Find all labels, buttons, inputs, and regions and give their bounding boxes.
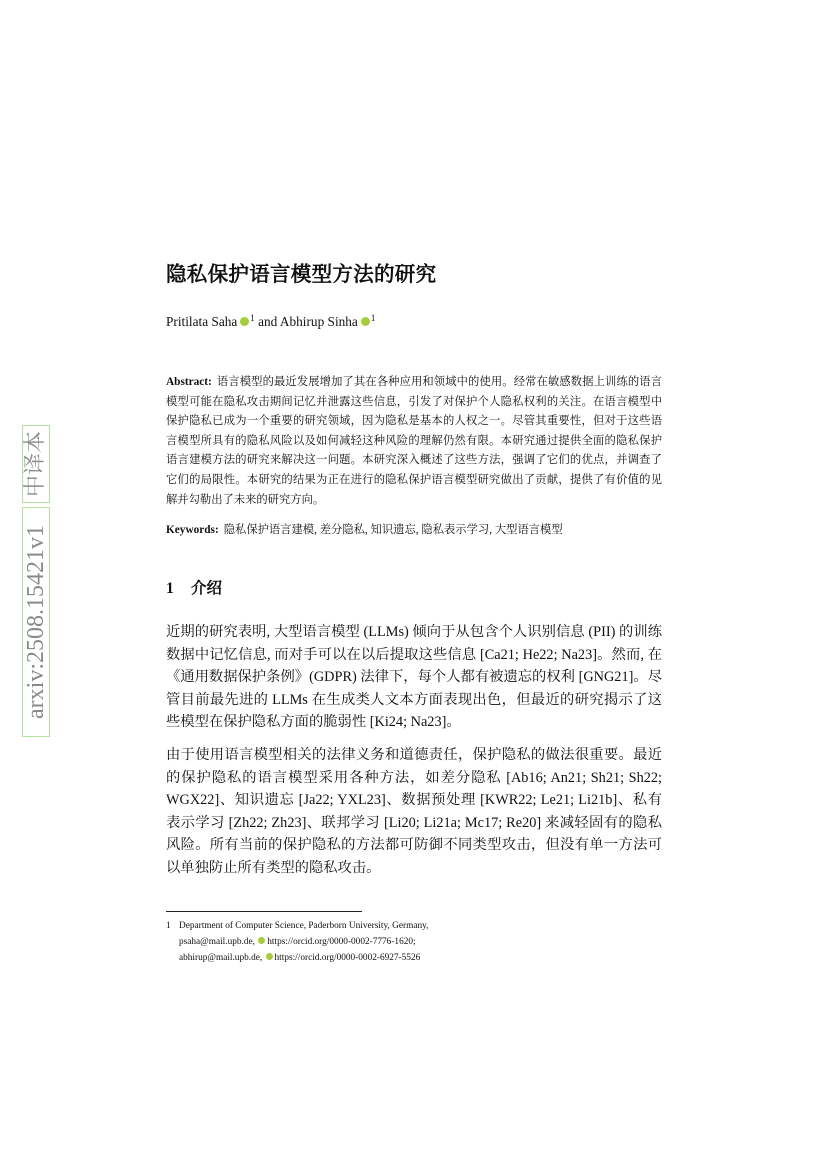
- orcid-icon: [266, 953, 273, 960]
- section-heading: [166, 578, 222, 600]
- orcid-icon: [258, 937, 265, 944]
- keywords-label: Keywords:: [166, 524, 219, 536]
- author-name: Pritilata Saha: [166, 314, 238, 329]
- affiliation-mark: 1: [370, 313, 376, 323]
- author-email[interactable]: psaha@mail.upb.de,: [179, 937, 255, 947]
- footnote-contact-line: [166, 934, 686, 950]
- author-joiner: and: [258, 314, 278, 329]
- section-title: 介绍: [191, 580, 223, 597]
- orcid-link[interactable]: https://orcid.org/0000-0002-6927-5526: [274, 953, 421, 963]
- abstract: [166, 373, 662, 510]
- affiliation-mark: 1: [250, 313, 255, 323]
- footnote-contact-line: [166, 950, 686, 966]
- footnote-number: 1: [166, 921, 171, 931]
- keywords: [166, 521, 662, 540]
- body-paragraph: 由于使用语言模型相关的法律义务和道德责任，保护隐私的做法很重要。最近的保护隐私的语言模型采用各种方法，如差分隐私 [Ab16; An21; Sh21; Sh22; WGX22]、知识遗忘 [Ja22; YXL23]、数据预处理 [KWR22; Le21; Li21b]、私有表示学习 [Zh22; Zh23]、联邦学习 [Li20; Li21a; Mc17; Re20] 来减轻固有的隐私风险。所有当前的保护隐私的方法都可防御不同类型攻击，但没有单一方法可以单独防止所有类型的隐私攻击。: [166, 747, 662, 876]
- arxiv-side-stamp: [22, 425, 50, 737]
- translation-badge: [22, 425, 50, 503]
- orcid-icon[interactable]: [240, 317, 249, 326]
- arxiv-id-badge[interactable]: [22, 507, 50, 737]
- body-paragraph: 近期的研究表明, 大型语言模型 (LLMs) 倾向于从包含个人识别信息 (PII) 的训练数据中记忆信息, 而对手可以在以后提取这些信息 [Ca21; He22; Na23]。然而, 在《通用数据保护条例》(GDPR) 法律下，每个人都有被遗忘的权利 [GNG21]。尽管目前最先进的 LLMs 在生成类人文本方面表现出色，但最近的研究揭示了这些模型在保护隐私方面的脆弱性 [Ki24; Na23]。: [166, 624, 662, 731]
- author-name: Abhirup Sinha: [279, 314, 358, 329]
- orcid-link[interactable]: https://orcid.org/0000-0002-7776-1620;: [267, 937, 416, 947]
- author-list: [166, 313, 375, 331]
- paper-title: 隐私保护语言模型方法的研究: [166, 264, 437, 286]
- footnote: [166, 918, 686, 966]
- keywords-text: 隐私保护语言建模, 差分隐私, 知识遗忘, 隐私表示学习, 大型语言模型: [223, 524, 563, 536]
- author-email[interactable]: abhirup@mail.upb.de,: [179, 953, 263, 963]
- footnote-affiliation-line: [166, 918, 686, 934]
- orcid-icon[interactable]: [361, 317, 370, 326]
- translation-label: 中译本: [23, 430, 49, 498]
- arxiv-id-label: arxiv:2508.15421v1: [23, 525, 50, 719]
- abstract-text: 语言模型的最近发展增加了其在各种应用和领域中的使用。经常在敏感数据上训练的语言模型可能在隐私攻击期间记忆并泄露这些信息，引发了对保护个人隐私权利的关注。在语言模型中保护隐私已成为一个重要的研究领域，因为隐私是基本的人权之一。尽管其重要性，但对于这些语言模型所具有的隐私风险以及如何减轻这种风险的理解仍然有限。本研究通过提供全面的隐私保护语言建模方法的研究来解决这一问题。本研究深入概述了这些方法，强调了它们的优点，并调查了它们的局限性。本研究的结果为正在进行的隐私保护语言模型研究做出了贡献，提供了有价值的见解并勾勒出了未来的研究方向。: [166, 376, 662, 506]
- footnote-affiliation: Department of Computer Science, Paderborn University, Germany,: [179, 921, 429, 931]
- abstract-label: Abstract:: [166, 376, 212, 388]
- section-number: 1: [166, 580, 174, 597]
- footnote-divider: [166, 911, 362, 912]
